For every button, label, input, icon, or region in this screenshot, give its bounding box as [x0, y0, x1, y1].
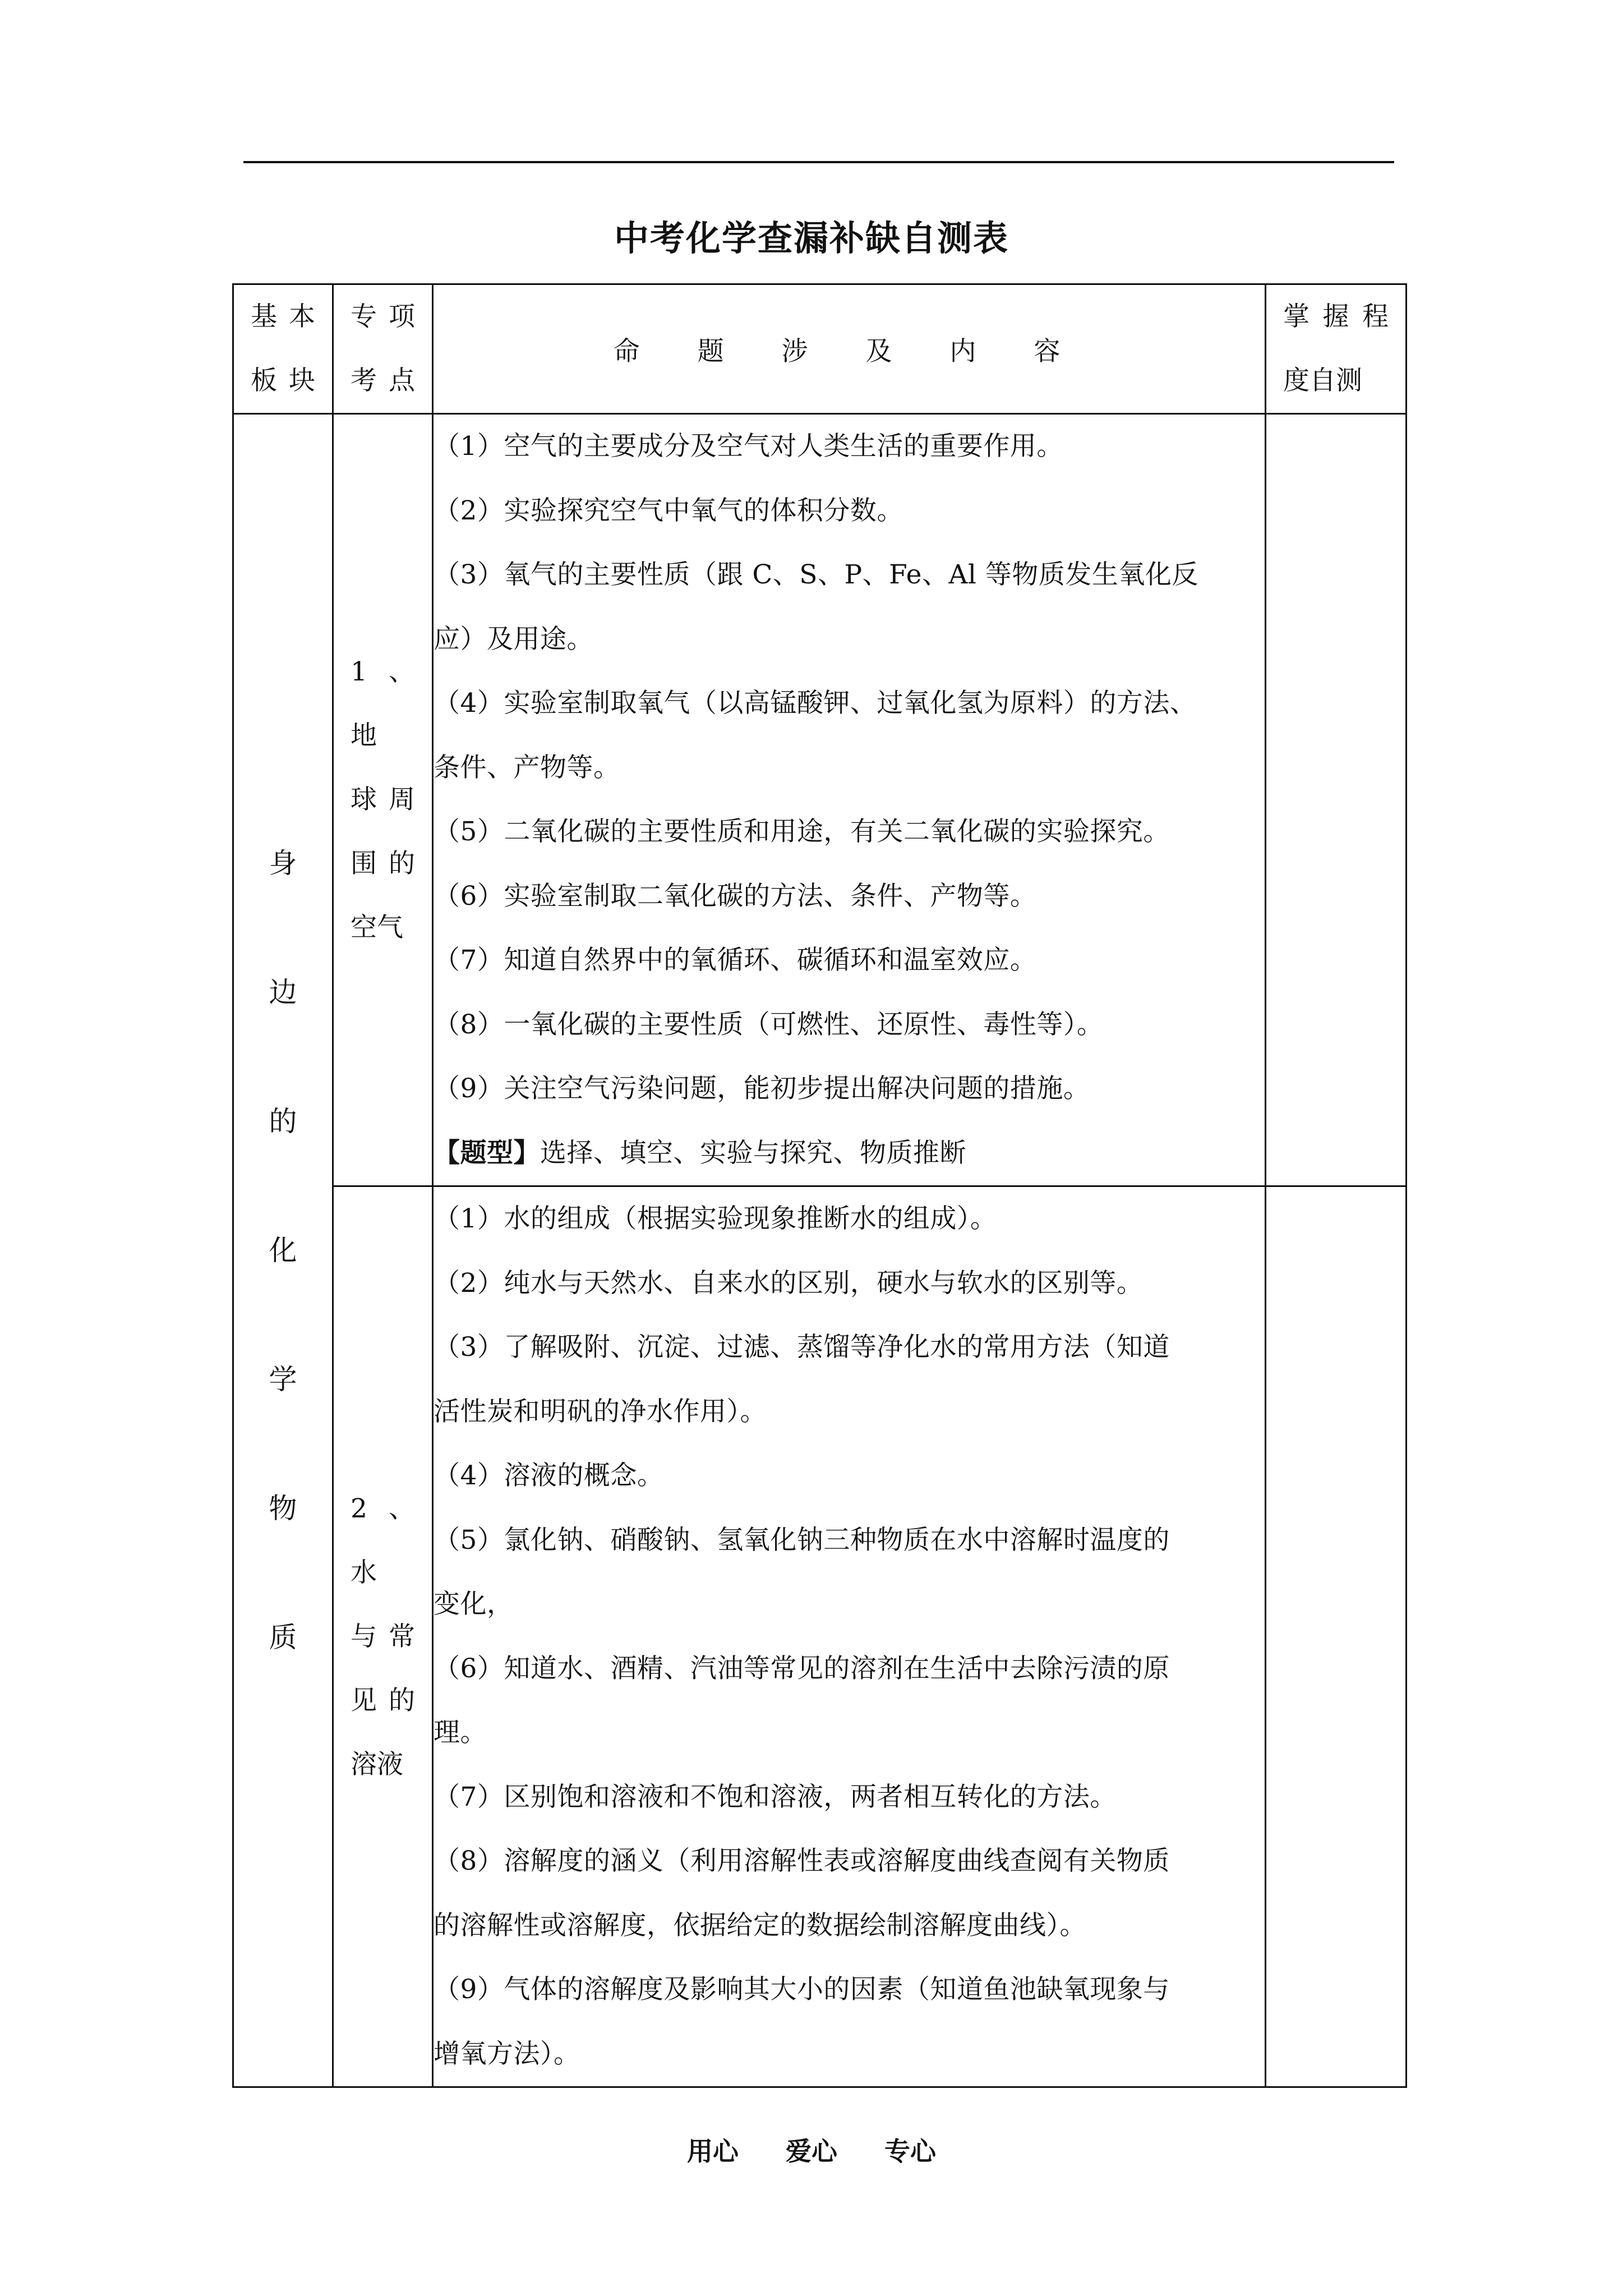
table-row	[233, 1186, 1407, 2087]
content-item: （7）区别饱和溶液和不饱和溶液，两者相互转化的方法。	[434, 1781, 1117, 1812]
block-char: 的	[269, 1105, 297, 1138]
header-rule	[243, 161, 1394, 163]
content-item: （9）关注空气污染问题，能初步提出解决问题的措施。	[434, 1073, 1090, 1104]
content-cell	[433, 1186, 1266, 2087]
footer-word: 专心	[884, 2136, 936, 2166]
content-item: （2）实验探究空气中氧气的体积分数。	[434, 495, 903, 526]
question-type	[434, 1121, 1265, 1186]
content-item: （8）溶解度的涵义（利用溶解性表或溶解度曲线查阅有关物质	[434, 1846, 1170, 1876]
content-item: 理。	[434, 1717, 487, 1748]
content-item: 条件、产物等。	[434, 752, 620, 783]
header-mastery	[1266, 284, 1407, 414]
topic-line: 溶液	[351, 1749, 403, 1780]
topic-line: 与 常	[351, 1621, 415, 1652]
content-item: （1）空气的主要成分及空气对人类生活的重要作用。	[434, 431, 1063, 462]
content-item: 变化，	[434, 1589, 514, 1619]
self-test-table	[232, 283, 1407, 2088]
page-footer	[0, 2132, 1623, 2171]
block-char: 物	[269, 1492, 297, 1525]
content-item: （7）知道自然界中的氧循环、碳循环和温室效应。	[434, 945, 1037, 976]
block-char: 化	[269, 1234, 297, 1267]
content-item: （5）氯化钠、硝酸钠、氢氧化钠三种物质在水中溶解时温度的	[434, 1524, 1170, 1556]
footer-word: 爱心	[786, 2136, 837, 2166]
mastery-cell	[1266, 1186, 1407, 2087]
content-item: （1）水的组成（根据实验现象推断水的组成）。	[434, 1203, 997, 1234]
topic-line: 围 的	[351, 848, 415, 879]
content-item: （5）二氧化碳的主要性质和用途，有关二氧化碳的实验探究。	[434, 816, 1170, 847]
header-content: 命 题 涉 及 内 容	[433, 284, 1266, 414]
block-char: 身	[269, 847, 297, 880]
header-block-line1: 基 本	[251, 301, 315, 332]
content-item: 应）及用途。	[434, 623, 593, 655]
content-item: （8）一氧化碳的主要性质（可燃性、还原性、毒性等）。	[434, 1009, 1104, 1040]
content-item: （6）实验室制取二氧化碳的方法、条件、产物等。	[434, 880, 1037, 912]
header-mastery-line2: 度自测	[1283, 365, 1362, 396]
block-char: 质	[269, 1621, 297, 1654]
content-item: 活性炭和明矾的净水作用）。	[434, 1396, 767, 1427]
block-char: 学	[269, 1363, 297, 1396]
table-header-row	[233, 284, 1407, 414]
topic-line: 球 周	[351, 784, 415, 815]
header-block	[233, 284, 333, 414]
topic-line: 空气	[351, 912, 403, 943]
footer-word: 用心	[687, 2136, 739, 2166]
header-topic	[333, 284, 433, 414]
table-row	[233, 414, 1407, 1186]
content-cell	[433, 414, 1266, 1186]
question-type-text: 选择、填空、实验与探究、物质推断	[540, 1137, 966, 1168]
question-type-label: 【题型】	[434, 1137, 540, 1168]
content-item: （2）纯水与天然水、自来水的区别，硬水与软水的区别等。	[434, 1267, 1144, 1299]
content-item: 增氧方法）。	[434, 2038, 580, 2069]
block-char: 边	[269, 976, 297, 1009]
topic-line: 见 的	[351, 1685, 415, 1716]
mastery-cell	[1266, 414, 1407, 1186]
content-item: （4）溶液的概念。	[434, 1460, 664, 1491]
topic-line: 2、水	[351, 1493, 415, 1588]
content-item: （3）了解吸附、沉淀、过滤、蒸馏等净化水的常用方法（知道	[434, 1332, 1170, 1363]
content-item: （4）实验室制取氧气（以高锰酸钾、过氧化氢为原料）的方法、	[434, 688, 1197, 719]
header-topic-line1: 专 项	[351, 301, 415, 332]
header-block-line2: 板块	[251, 365, 315, 396]
content-item: （6）知道水、酒精、汽油等常见的溶剂在生活中去除污渍的原	[434, 1653, 1170, 1684]
page-title: 中考化学查漏补缺自测表	[614, 218, 1009, 259]
content-item: （9）气体的溶解度及影响其大小的因素（知道鱼池缺氧现象与	[434, 1974, 1170, 2005]
topic-cell	[333, 1186, 433, 2087]
topic-cell	[333, 414, 433, 1186]
header-topic-line2: 考点	[351, 365, 415, 396]
header-mastery-line1: 掌 握 程	[1283, 301, 1389, 332]
content-item: 的溶解性或溶解度，依据给定的数据绘制溶解度曲线）。	[434, 1910, 1086, 1941]
content-item: （3）氧气的主要性质（跟 C、S、P、Fe、Al 等物质发生氧化反	[434, 559, 1198, 590]
block-cell	[233, 414, 333, 2087]
topic-line: 1、地	[351, 656, 415, 751]
